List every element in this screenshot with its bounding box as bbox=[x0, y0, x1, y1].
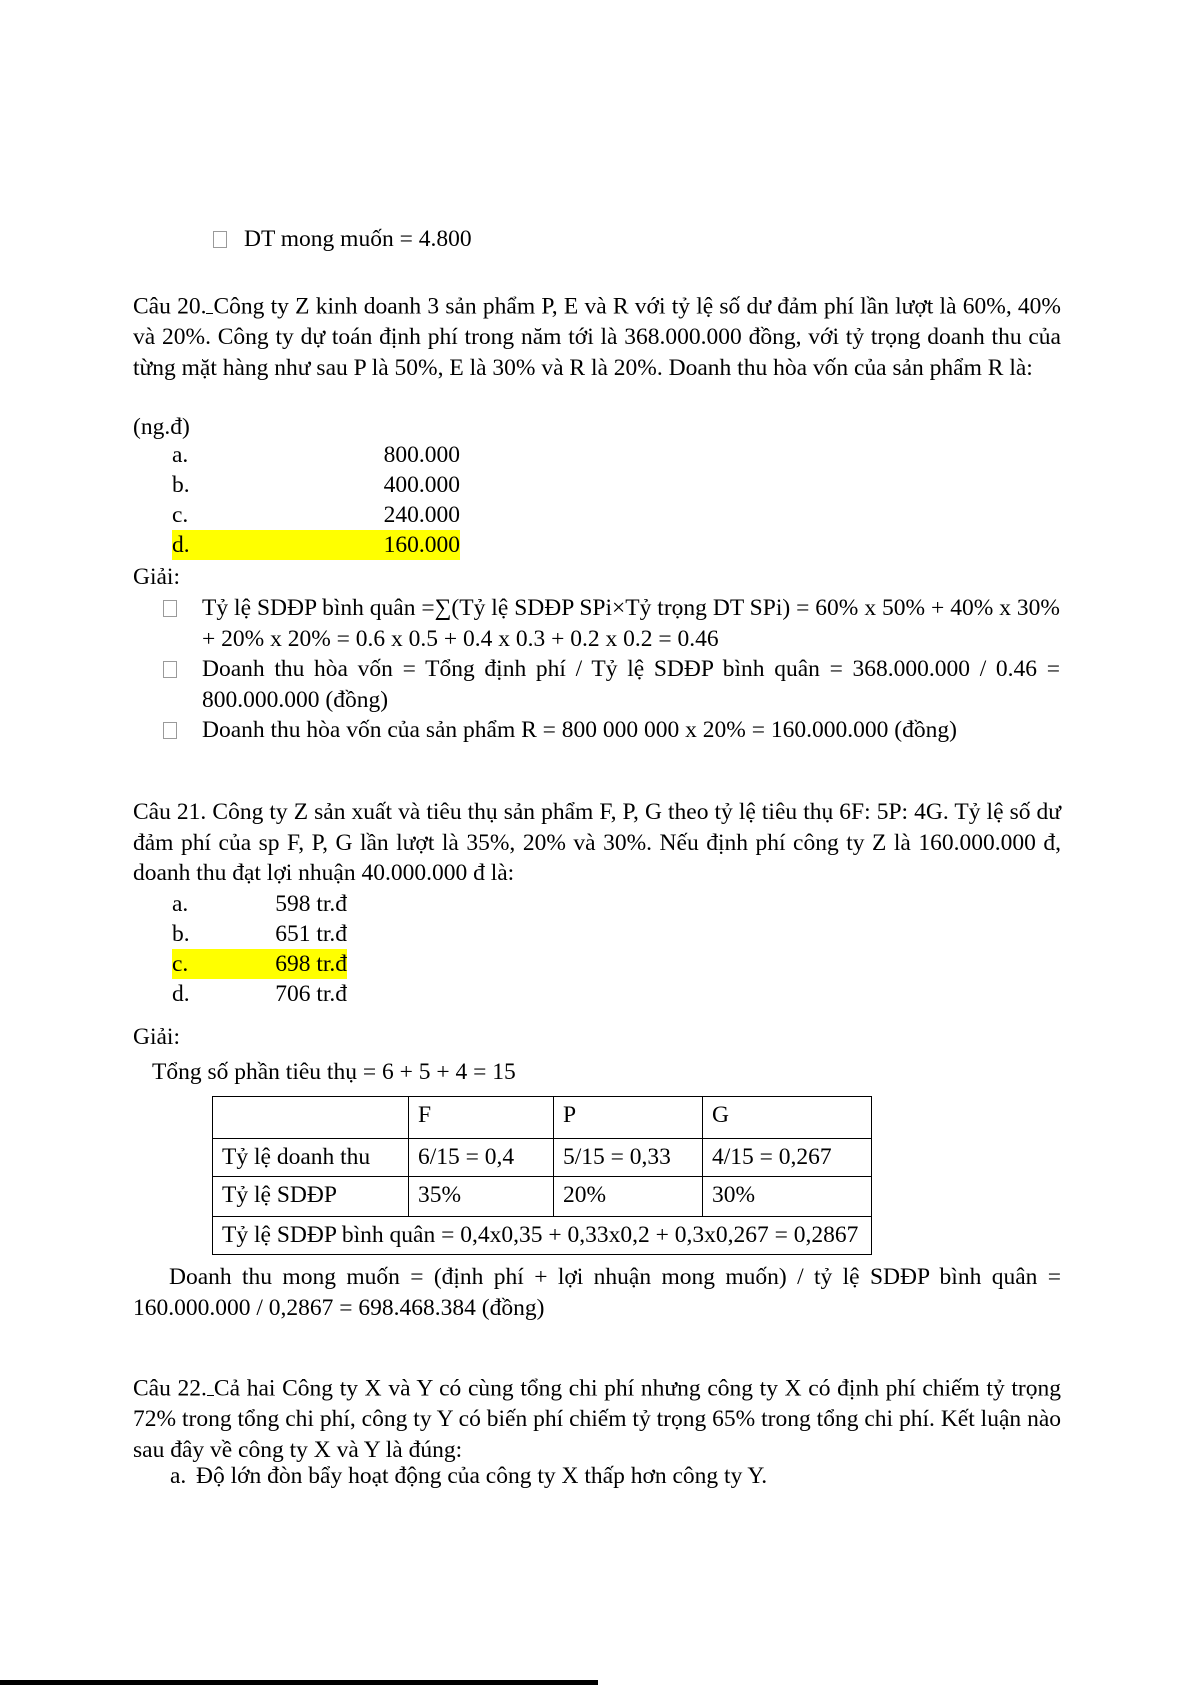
option-value: 651 tr.đ bbox=[275, 921, 347, 947]
underline-space bbox=[207, 1370, 214, 1396]
q20-unit-note: (ng.đ) bbox=[133, 414, 190, 440]
option-letter: b. bbox=[172, 921, 190, 947]
question-21-label: Câu 21. bbox=[133, 799, 207, 825]
question-21-text: Công ty Z sản xuất và tiêu thụ sản phẩm F, P, G theo tỷ lệ tiêu thụ 6F: 5P: 4G. Tỷ lệ số dư đảm phí của sp F, P, G lần lượt là 35%, 20% và 30%. Nếu định phí công ty Z là 160.000.000 đ, doanh thu đạt lợi nhuận 40.000.000 đ là: bbox=[133, 799, 1062, 886]
bullet-text: Doanh thu hòa vốn của sản phẩm R = 800 000 000 x 20% = 160.000.000 (đồng) bbox=[202, 717, 957, 743]
option-letter: a. bbox=[172, 442, 189, 468]
note-line bbox=[213, 224, 472, 255]
checkbox-glyph-icon bbox=[163, 661, 177, 678]
question-21-paragraph bbox=[133, 797, 1061, 889]
q21-options bbox=[172, 889, 347, 1009]
question-22-label: Câu 22. bbox=[133, 1375, 207, 1402]
table-header-cell: F bbox=[409, 1097, 554, 1139]
table-cell: Tỷ lệ doanh thu bbox=[213, 1139, 409, 1177]
option-text: Độ lớn đòn bẩy hoạt động của công ty X thấp hơn công ty Y. bbox=[196, 1463, 768, 1489]
table-header-row bbox=[213, 1097, 872, 1139]
q20-option-b bbox=[172, 470, 460, 500]
table-cell: 20% bbox=[554, 1177, 703, 1217]
table-cell: 30% bbox=[703, 1177, 872, 1217]
q22-option-a bbox=[170, 1461, 1060, 1492]
page-divider-bar bbox=[0, 1680, 598, 1685]
table-cell: 35% bbox=[409, 1177, 554, 1217]
q21-option-d bbox=[172, 979, 347, 1009]
option-letter: d. bbox=[172, 532, 190, 558]
table-header-cell: G bbox=[703, 1097, 872, 1139]
q20-solution-label: Giải: bbox=[133, 564, 180, 590]
option-value: 800.000 bbox=[383, 442, 460, 468]
option-letter: b. bbox=[172, 472, 190, 498]
table-header-cell: P bbox=[554, 1097, 703, 1139]
option-letter: c. bbox=[172, 951, 189, 977]
table-footer-row bbox=[213, 1217, 872, 1255]
option-value: 240.000 bbox=[383, 502, 460, 528]
q20-options bbox=[172, 440, 460, 560]
bullet-text: Tỷ lệ SDĐP bình quân =∑(Tỷ lệ SDĐP SPi×Tỷ trọng DT SPi) = 60% x 50% + 40% x 30% + 20% x 20% = 0.6 x 0.5 + 0.4 x 0.3 + 0.2 x 0.2 = 0.46 bbox=[202, 595, 1060, 652]
option-value: 160.000 bbox=[383, 532, 460, 558]
table-cell: 6/15 = 0,4 bbox=[409, 1139, 554, 1177]
solution-bullet bbox=[163, 654, 1060, 715]
table-cell: 4/15 = 0,267 bbox=[703, 1139, 872, 1177]
q21-solution-label: Giải: bbox=[133, 1024, 180, 1050]
option-value: 698 tr.đ bbox=[275, 951, 347, 977]
checkbox-glyph-icon bbox=[213, 231, 227, 248]
note-text: DT mong muốn = 4.800 bbox=[244, 226, 472, 252]
question-20-label: Câu 20. bbox=[133, 293, 207, 320]
solution-bullet bbox=[163, 715, 1060, 746]
q21-option-a bbox=[172, 889, 347, 919]
q20-solution-bullets bbox=[163, 593, 1060, 746]
option-letter: a. bbox=[170, 1463, 187, 1489]
q21-solution-intro: Tổng số phần tiêu thụ = 6 + 5 + 4 = 15 bbox=[152, 1059, 516, 1085]
bullet-text: Doanh thu hòa vốn = Tổng định phí / Tỷ lệ SDĐP bình quân = 368.000.000 / 0.46 = 800.000.000 (đồng) bbox=[202, 656, 1060, 713]
checkbox-glyph-icon bbox=[163, 722, 177, 739]
q21-option-b bbox=[172, 919, 347, 949]
solution-bullet bbox=[163, 593, 1060, 654]
q20-option-a bbox=[172, 440, 460, 470]
question-22-text: Cả hai Công ty X và Y có cùng tổng chi phí nhưng công ty X có định phí chiếm tỷ trọng 72% trong tổng chi phí, công ty Y có biến phí chiếm tỷ trọng 65% trong tổng chi phí. Kết luận nào sau đây về công ty X và Y là đúng: bbox=[133, 1375, 1062, 1463]
table-footer-cell: Tỷ lệ SDĐP bình quân = 0,4x0,35 + 0,33x0,2 + 0,3x0,267 = 0,2867 bbox=[213, 1217, 872, 1255]
option-value: 706 tr.đ bbox=[275, 981, 347, 1007]
option-letter: c. bbox=[172, 502, 189, 528]
q21-solution-table bbox=[212, 1096, 872, 1255]
q21-option-c-highlighted bbox=[172, 949, 347, 979]
table-row bbox=[213, 1139, 872, 1177]
option-letter: a. bbox=[172, 891, 189, 917]
table-cell: Tỷ lệ SDĐP bbox=[213, 1177, 409, 1217]
option-value: 400.000 bbox=[383, 472, 460, 498]
question-20-paragraph bbox=[133, 288, 1061, 383]
table-header-cell bbox=[213, 1097, 409, 1139]
question-20-text: Công ty Z kinh doanh 3 sản phẩm P, E và R với tỷ lệ số dư đảm phí lần lượt là 60%, 40% và 20%. Công ty dự toán định phí trong năm tới là 368.000.000 đồng, với tỷ trọng doanh thu của từng mặt hàng như sau P là 50%, E là 30% và R là 20%. Doanh thu hòa vốn của sản phẩm R là: bbox=[133, 293, 1061, 381]
q21-conclusion: Doanh thu mong muốn = (định phí + lợi nhuận mong muốn) / tỷ lệ SDĐP bình quân = 160.000.000 / 0,2867 = 698.468.384 (đồng) bbox=[133, 1264, 1061, 1321]
q20-option-d-highlighted bbox=[172, 530, 460, 560]
question-22-paragraph bbox=[133, 1370, 1061, 1465]
table-row bbox=[213, 1177, 872, 1217]
checkbox-glyph-icon bbox=[163, 600, 177, 617]
table-cell: 5/15 = 0,33 bbox=[554, 1139, 703, 1177]
option-letter: d. bbox=[172, 981, 190, 1007]
q20-option-c bbox=[172, 500, 460, 530]
option-value: 598 tr.đ bbox=[275, 891, 347, 917]
